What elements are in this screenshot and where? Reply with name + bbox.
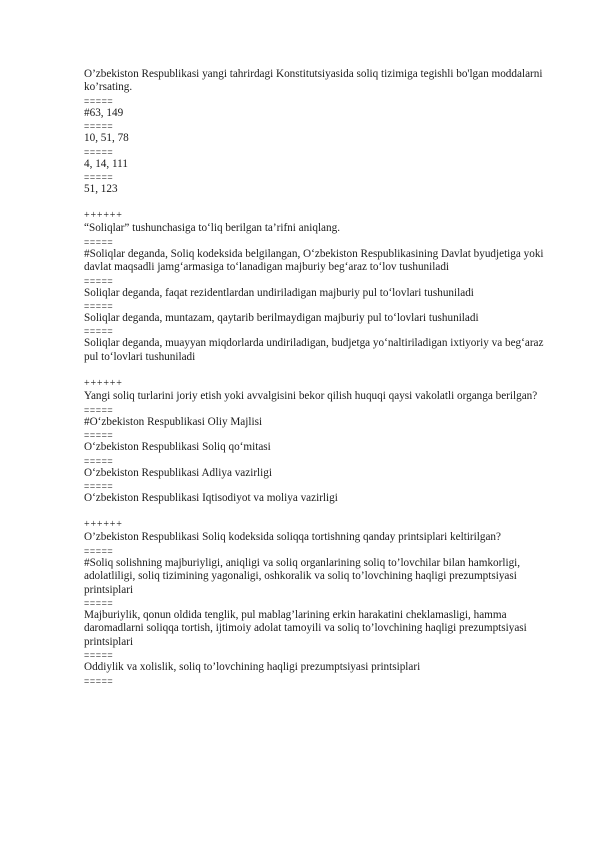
answer-option: O‘zbekiston Respublikasi Soliq qo‘mitasi — [84, 441, 271, 454]
question-marker: ++++++ — [84, 519, 123, 531]
question-text: “Soliqlar” tushunchasiga to‘liq berilgan ta’rifni aniqlang. — [84, 222, 340, 235]
separator: ===== — [84, 95, 114, 106]
answer-option: 10, 51, 78 — [84, 132, 129, 145]
answer-option: Oddiylik va xolislik, soliq to’lovchining haqligi prezumptsiyasi printsiplari — [84, 661, 421, 674]
spacer — [84, 505, 544, 519]
answer-option: #O‘zbekiston Respublikasi Oliy Majlisi — [84, 415, 263, 428]
answer-option: #Soliqlar deganda, Soliq kodeksida belgilangan, O‘zbekiston Respublikasining Davlat byudjetiga yoki davlat maqsadli jamg‘armasiga to‘lanadigan majburiy beg‘araz to‘lov tushuniladi — [84, 247, 544, 274]
separator: ===== — [84, 455, 114, 466]
spacer — [84, 364, 544, 378]
question-marker: ++++++ — [84, 210, 123, 222]
separator: ===== — [84, 236, 114, 247]
question-marker: ++++++ — [84, 378, 123, 390]
answer-option: #Soliq solishning majburiyligi, aniqligi va soliq organlarining soliq to’lovchilar bilan hamkorligi, adolatliligi, soliq tizimining yagonaligi, oshkoralik va soliq to’lovchining haqligi prezumptsiyasi printsiplari — [84, 556, 521, 596]
separator: ===== — [84, 650, 114, 661]
answer-option: Soliqlar deganda, muayyan miqdorlarda undiriladigan, budjetga yo‘naltiriladigan ixtiyoriy va beg‘araz pul to‘lovlari tushuniladi — [84, 337, 544, 363]
separator: ===== — [84, 675, 114, 686]
separator: ===== — [84, 545, 114, 556]
answer-option: O‘zbekiston Respublikasi Iqtisodiyot va moliya vazirligi — [84, 491, 338, 504]
answer-option: Majburiylik, qonun oldida tenglik, pul mablag’larining erkin harakatini cheklamasligi, hamma daromadlarni soliqqa tortish, ijtimoiy adolat tamoyili va soliq to’lovchining haqligi prezumptsiyasi printsiplari — [84, 608, 527, 648]
separator: ===== — [84, 480, 114, 491]
answer-option: Soliqlar deganda, faqat rezidentlardan undiriladigan majburiy pul to‘lovlari tushuniladi — [84, 286, 474, 299]
question-text: Yangi soliq turlarini joriy etish yoki avvalgisini bekor qilish huquqi qaysi vakolatli organga berilgan? — [84, 390, 538, 403]
separator: ===== — [84, 326, 114, 337]
answer-option: Soliqlar deganda, muntazam, qaytarib berilmaydigan majburiy pul to‘lovlari tushuniladi — [84, 312, 479, 325]
separator: ===== — [84, 430, 114, 441]
question-text: O’zbekiston Respublikasi yangi tahrirdagi Konstitutsiyasida soliq tizimiga tegishli bo'lgan moddalarni ko’rsating. — [84, 68, 543, 94]
separator: ===== — [84, 146, 114, 157]
answer-option: #63, 149 — [84, 106, 124, 119]
separator: ===== — [84, 404, 114, 415]
answer-option: 4, 14, 111 — [84, 157, 128, 170]
answer-option: O‘zbekiston Respublikasi Adliya vazirligi — [84, 466, 272, 479]
question-text: O’zbekiston Respublikasi Soliq kodeksida soliqqa tortishning qanday printsiplari keltirilgan? — [84, 531, 501, 544]
spacer — [84, 196, 544, 210]
document-page — [84, 68, 544, 687]
answer-option: 51, 123 — [84, 183, 118, 196]
separator: ===== — [84, 301, 114, 312]
separator: ===== — [84, 597, 114, 608]
separator: ===== — [84, 121, 114, 132]
separator: ===== — [84, 172, 114, 183]
separator: ===== — [84, 275, 114, 286]
